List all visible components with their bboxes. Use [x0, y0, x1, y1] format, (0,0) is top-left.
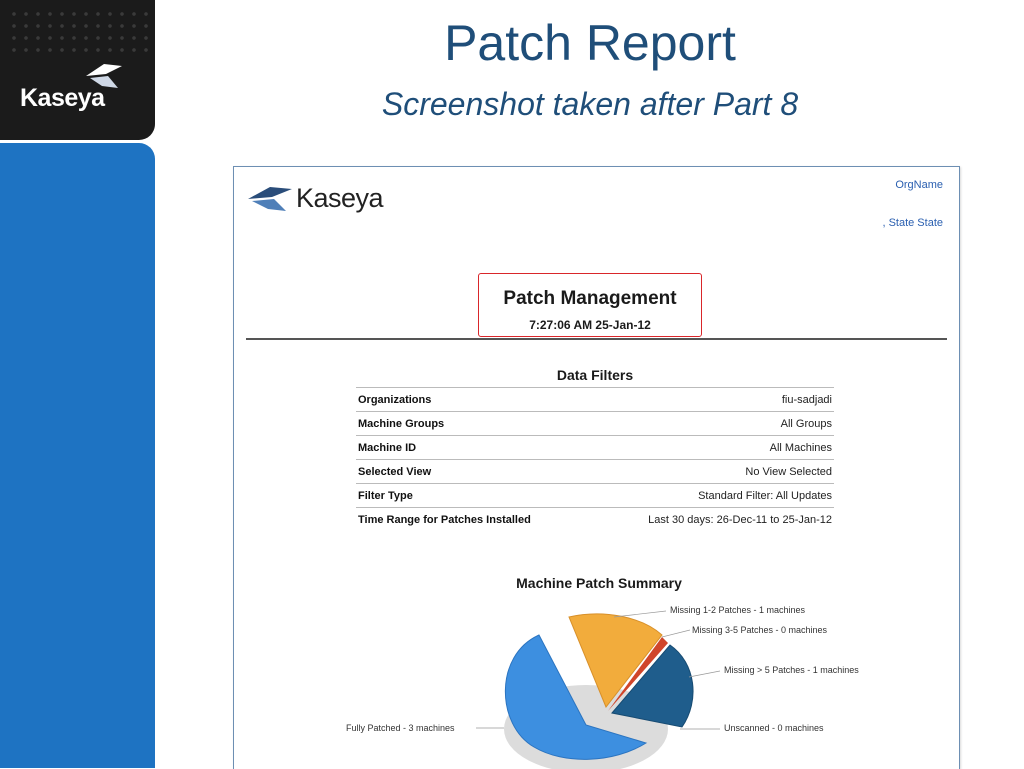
- sidebar-accent: [0, 143, 155, 768]
- report-heading-box: [478, 273, 702, 337]
- org-state: , State State: [882, 217, 943, 229]
- kaseya-logo-icon: [246, 183, 296, 213]
- brand-name: Kaseya: [20, 84, 105, 112]
- filter-label: Filter Type: [358, 489, 413, 502]
- leader-line: [689, 671, 720, 677]
- report-screenshot: [233, 166, 960, 769]
- filter-label: Time Range for Patches Installed: [358, 513, 531, 526]
- kaseya-logo: [20, 62, 135, 122]
- filter-row: [356, 507, 834, 531]
- slide-title: Patch Report: [444, 15, 736, 71]
- filter-row: [356, 483, 834, 507]
- pie-label-missing-1-2: Missing 1-2 Patches - 1 machines: [670, 605, 806, 615]
- pie-label-unscanned: Unscanned - 0 machines: [724, 723, 824, 733]
- pie-label-missing-gt5: Missing > 5 Patches - 1 machines: [724, 665, 859, 675]
- dot-pattern: [8, 8, 148, 58]
- report-logo-text: Kaseya: [296, 183, 384, 213]
- filter-label: Selected View: [358, 465, 432, 478]
- data-filters-table: [356, 387, 834, 531]
- report-heading: Patch Management: [503, 288, 677, 309]
- org-name: OrgName: [895, 179, 943, 191]
- machine-patch-summary-pie: [234, 597, 959, 769]
- filter-row: [356, 411, 834, 435]
- filter-value: All Groups: [780, 417, 832, 430]
- filter-row: [356, 435, 834, 459]
- report-logo: [246, 181, 406, 217]
- pie-label-missing-3-5: Missing 3-5 Patches - 0 machines: [692, 625, 828, 635]
- pie-label-fully-patched: Fully Patched - 3 machines: [346, 723, 455, 733]
- filter-label: Machine Groups: [358, 417, 445, 430]
- filter-label: Machine ID: [358, 441, 417, 454]
- data-filters-title: Data Filters: [556, 367, 634, 383]
- filter-value: No View Selected: [745, 465, 832, 478]
- leader-line: [662, 630, 690, 637]
- slide-subtitle: Screenshot taken after Part 8: [381, 86, 799, 122]
- brand-panel: [0, 0, 155, 140]
- filter-value: Last 30 days: 26-Dec-11 to 25-Jan-12: [648, 513, 832, 526]
- filter-value: Standard Filter: All Updates: [698, 489, 832, 502]
- leader-line: [614, 611, 666, 617]
- filter-label: Organizations: [358, 393, 432, 406]
- header-divider: [246, 338, 947, 340]
- filter-row: [356, 459, 834, 483]
- filter-value: All Machines: [769, 441, 832, 454]
- filter-value: fiu-sadjadi: [781, 393, 832, 406]
- report-timestamp: 7:27:06 AM 25-Jan-12: [529, 318, 651, 332]
- filter-row: [356, 387, 834, 411]
- machine-patch-summary-title: Machine Patch Summary: [516, 575, 682, 591]
